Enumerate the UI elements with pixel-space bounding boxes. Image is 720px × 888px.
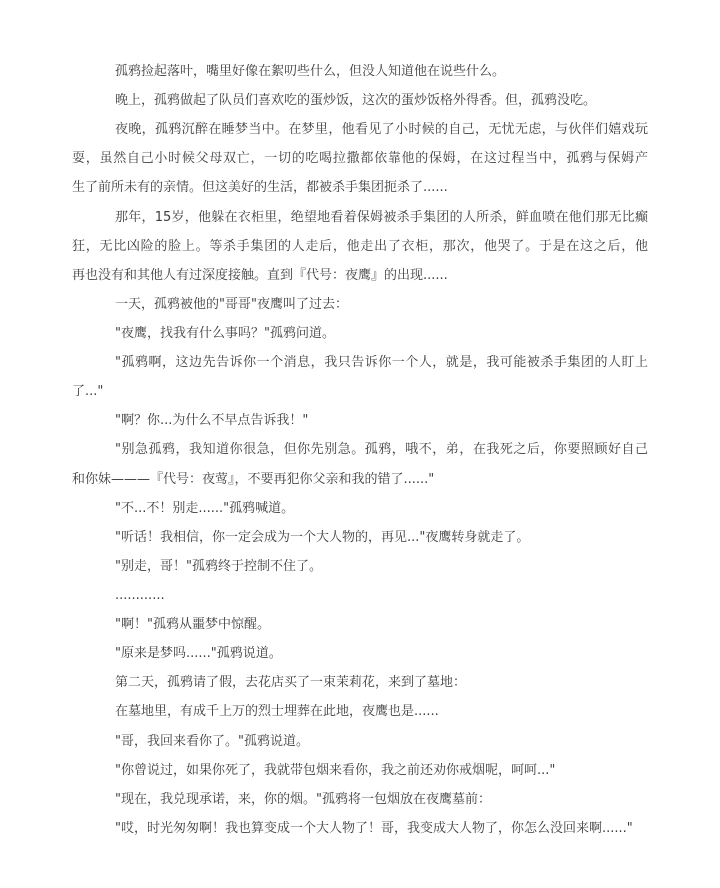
text-line: 生了前所未有的亲情。但这美好的生活，都被杀手集团扼杀了...... [72, 180, 448, 196]
text-line: "不...不！别走......"孤鸦喊道。 [115, 500, 295, 516]
text-line: 第二天，孤鸦请了假，去花店买了一束茉莉花，来到了墓地： [115, 675, 467, 691]
text-line: "听话！我相信，你一定会成为一个大人物的，再见..."夜鹰转身就走了。 [115, 529, 530, 545]
text-line: "原来是梦吗......"孤鸦说道。 [115, 646, 282, 662]
text-line: 孤鸦捡起落叶，嘴里好像在絮叨些什么，但没人知道他在说些什么。 [115, 64, 506, 79]
text-line: "你曾说过，如果你死了，我就带包烟来看你，我之前还劝你戒烟呢，呵呵..." [115, 762, 556, 778]
text-line: 一天，孤鸦被他的"哥哥"夜鹰叫了过去： [115, 296, 348, 312]
text-line: "哥，我回来看你了。"孤鸦说道。 [115, 733, 309, 749]
text-line: 了..." [72, 384, 104, 400]
text-line: 夜晚，孤鸦沉醉在睡梦当中。在梦里，他看见了小时候的自己，无忧无虑，与伙伴们嬉戏玩 [115, 122, 648, 138]
text-line: "啊！"孤鸦从噩梦中惊醒。 [115, 617, 270, 633]
text-line: "孤鸦啊，这边先告诉你一个消息，我只告诉你一个人，就是，我可能被杀手集团的人盯上 [115, 355, 648, 371]
text-line: 在墓地里，有成千上万的烈士埋葬在此地，夜鹰也是...... [115, 704, 439, 720]
text-line: 再也没有和其他人有过深度接触。直到『代号：夜鹰』的出现...... [72, 267, 448, 283]
document-body [72, 57, 648, 843]
text-line: ............ [115, 587, 165, 603]
text-line: 晚上，孤鸦做起了队员们喜欢吃的蛋炒饭，这次的蛋炒饭格外得香。但，孤鸦没吃。 [115, 93, 597, 109]
text-line: "别走，哥！"孤鸦终于控制不住了。 [115, 558, 322, 574]
text-line: "啊？你...为什么不早点告诉我！" [115, 413, 309, 429]
text-line: "哎，时光匆匆啊！我也算变成一个大人物了！哥，我变成大人物了，你怎么没回来啊......" [115, 820, 633, 836]
text-line: "夜鹰，找我有什么事吗？"孤鸦问道。 [115, 325, 335, 341]
text-line: "别急孤鸦，我知道你很急，但你先别急。孤鸦，哦不，弟，在我死之后，你要照顾好自己 [115, 442, 648, 458]
text-line: 狂，无比凶险的脸上。等杀手集团的人走后，他走出了衣柜，那次，他哭了。于是在这之后，他 [72, 238, 648, 254]
text-line: 那年，15岁，他躲在衣柜里，绝望地看着保姆被杀手集团的人所杀，鲜血喷在他们那无比癫 [115, 209, 648, 225]
text-line: 和你妹———『代号：夜莺』，不要再犯你父亲和我的错了......" [72, 471, 435, 487]
text-line: "现在，我兑现承诺，来，你的烟。"孤鸦将一包烟放在夜鹰墓前： [115, 791, 491, 807]
text-line: 耍，虽然自己小时候父母双亡，一切的吃喝拉撒都依靠他的保姆，在这过程当中，孤鸦与保姆产 [72, 151, 648, 167]
